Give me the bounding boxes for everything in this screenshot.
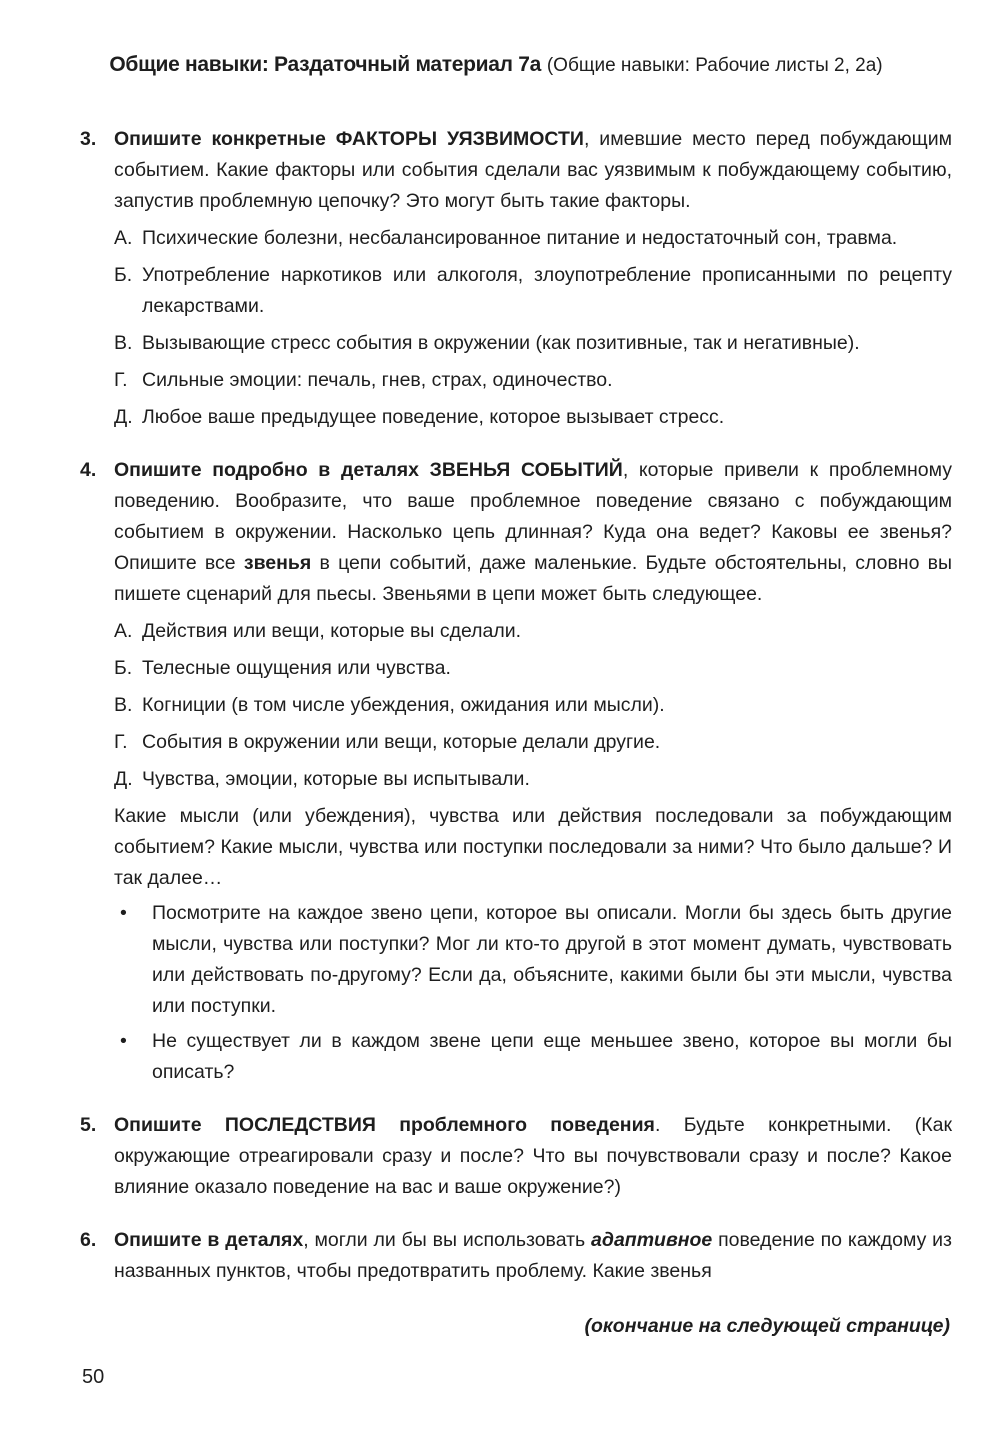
list-item xyxy=(82,223,952,254)
list-letter: А. xyxy=(114,620,133,642)
continued-note: (окончание на следующей странице) xyxy=(584,1315,950,1337)
list-text: Любое ваше предыдущее поведение, которое вызывает стресс. xyxy=(142,406,725,428)
list-item xyxy=(82,365,952,396)
list-item xyxy=(82,727,952,758)
item-paragraph: Какие мысли (или убеждения), чувства или действия последовали за побуждающим событием? Какие мысли, чувства или поступки последовали за ними? Что было дальше? И так далее… xyxy=(114,805,952,889)
list-item xyxy=(82,260,952,322)
item-4 xyxy=(80,455,952,1088)
list-item xyxy=(82,690,952,721)
list-text: Когниции (в том числе убеждения, ожидания или мысли). xyxy=(142,694,665,716)
item-heading: Опишите в деталях xyxy=(114,1229,304,1251)
item-text: . Будьте конкретными. (Как окружающие отреагировали сразу и после? Что вы почувствовали сразу и после? Какое влияние оказало поведение на вас и ваше окружение?) xyxy=(114,1114,952,1198)
item-text: , имевшие место перед побуждающим событием. Какие факторы или события сделали вас уязвимым к побуждающему событию, запустив проблемную цепочку? Это могут быть такие факторы. xyxy=(114,128,952,212)
list-letter: Д. xyxy=(114,768,133,790)
page-content xyxy=(80,124,952,1287)
list-text: Психические болезни, несбалансированное питание и недостаточный сон, травма. xyxy=(142,227,898,249)
list-text: Вызывающие стресс события в окружении (как позитивные, так и негативные). xyxy=(142,332,860,354)
list-letter: В. xyxy=(114,332,133,354)
header-reference: (Общие навыки: Рабочие листы 2, 2а) xyxy=(546,55,883,76)
list-item xyxy=(82,764,952,795)
page-header xyxy=(0,50,992,81)
list-letter: Г. xyxy=(114,369,128,391)
list-text: Чувства, эмоции, которые вы испытывали. xyxy=(142,768,530,790)
item-heading: Опишите ПОСЛЕДСТВИЯ проблемного поведения xyxy=(114,1114,655,1136)
item-text-cont: поведение по каждому из названных пунктов, чтобы предотвратить проблему. Какие звенья xyxy=(114,1229,952,1282)
list-item xyxy=(82,653,952,684)
list-text: Действия или вещи, которые вы сделали. xyxy=(142,620,522,642)
list-letter: Б. xyxy=(114,657,133,679)
list-letter: Б. xyxy=(114,264,133,286)
list-item xyxy=(82,328,952,359)
bullet-text: Не существует ли в каждом звене цепи еще меньшее звено, которое вы могли бы описать? xyxy=(152,1030,952,1083)
item-text-cont: в цепи событий, даже маленькие. Будьте обстоятельны, словно вы пишете сценарий для пьесы. Звеньями в цепи может быть следующее. xyxy=(114,552,952,605)
bullet-glyph: • xyxy=(120,1030,127,1052)
item-text: , которые привели к проблемному поведению. Вообразите, что ваше проблемное поведение связано с побуждающим событием в окружении. Насколько цепь длинная? Куда она ведет? Каковы ее звенья? Опишите все xyxy=(114,459,952,574)
list-letter: Г. xyxy=(114,731,128,753)
list-item xyxy=(82,616,952,647)
item-5 xyxy=(80,1110,952,1203)
list-letter: А. xyxy=(114,227,133,249)
list-item xyxy=(82,402,952,433)
list-text: Употребление наркотиков или алкоголя, злоупотребление прописанными по рецепту лекарствами. xyxy=(142,264,952,317)
item-number: 6. xyxy=(80,1229,97,1251)
item-text: , могли ли бы вы использовать xyxy=(303,1229,592,1251)
bullet-item xyxy=(114,898,952,1022)
item-number: 3. xyxy=(80,128,97,150)
item-emphasis: звенья xyxy=(243,552,312,574)
item-emphasis: адаптивное xyxy=(591,1229,713,1251)
item-heading: Опишите подробно в деталях ЗВЕНЬЯ СОБЫТИЙ xyxy=(114,459,623,481)
list-letter: Д. xyxy=(114,406,133,428)
bullet-item xyxy=(114,1026,952,1088)
list-text: Сильные эмоции: печаль, гнев, страх, одиночество. xyxy=(142,369,613,391)
header-title: Общие навыки: Раздаточный материал 7а xyxy=(109,53,541,76)
list-letter: В. xyxy=(114,694,133,716)
list-text: Телесные ощущения или чувства. xyxy=(142,657,451,679)
page-number: 50 xyxy=(82,1366,105,1388)
item-heading: Опишите конкретные ФАКТОРЫ УЯЗВИМОСТИ xyxy=(114,128,584,150)
item-number: 4. xyxy=(80,459,97,481)
list-text: События в окружении или вещи, которые делали другие. xyxy=(142,731,661,753)
bullet-glyph: • xyxy=(120,902,127,924)
bullet-text: Посмотрите на каждое звено цепи, которое вы описали. Могли бы здесь быть другие мысли, чувства или поступки? Мог ли кто-то другой в этот момент думать, чувствовать или действовать по-другому? Если да, объясните, какими были бы эти мысли, чувства или поступки. xyxy=(152,902,952,1017)
item-number: 5. xyxy=(80,1114,97,1136)
item-6 xyxy=(80,1225,952,1287)
item-3 xyxy=(80,124,952,433)
